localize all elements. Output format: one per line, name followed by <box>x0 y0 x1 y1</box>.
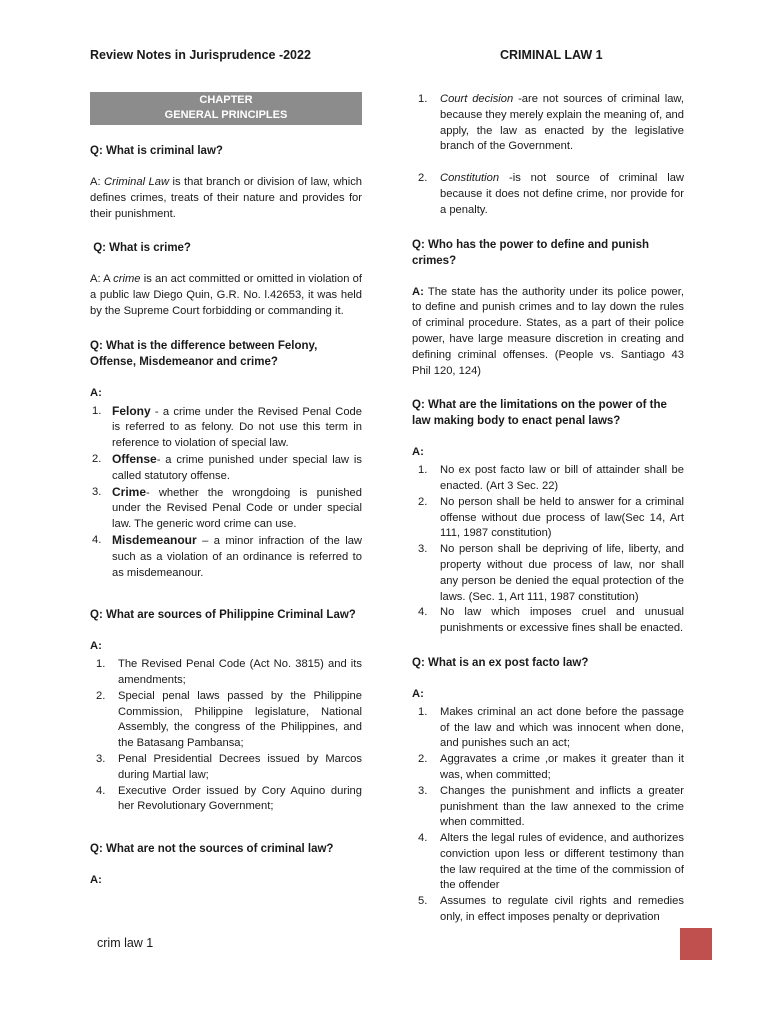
question-felony-difference: Q: What is the difference between Felony, Offense, Misdemeanor and crime? <box>90 339 318 368</box>
chapter-label: CHAPTER <box>199 94 253 106</box>
list-item: 1. The Revised Penal Code (Act No. 3815) and its amendments; <box>96 658 362 686</box>
answer-crime: A: A crime is an act committed or omitted in violation of a public law Diego Quin, G.R. No. l.42653, it was held by the Supreme Court forbidding or commanding it. <box>90 273 362 317</box>
list-item: 2. Special penal laws passed by the Philippine Commission, Philippine legislature, National Assembly, the congress of the Philippines, and the Batasang Pambansa; <box>96 689 362 750</box>
ex-post-facto-list <box>412 705 684 926</box>
felony-list <box>90 404 362 582</box>
list-item: 1. Felony - a crime under the Revised Penal Code is referred to as felony. Do not use this term in reference to violation of special law. <box>92 403 362 450</box>
list-item: 2. No person shall be held to answer for a criminal offense without due process of law(Sec 14, Art 111, 1987 constitution) <box>418 495 684 540</box>
answer-label: A: <box>412 446 424 459</box>
question-ex-post-facto: Q: What is an ex post facto law? <box>412 656 589 669</box>
question-criminal-law: Q: What is criminal law? <box>90 145 223 157</box>
footer-label: crim law 1 <box>97 936 154 950</box>
answer-label: A: <box>90 386 102 399</box>
list-item: 4. Alters the legal rules of evidence, and authorizes conviction upon less or different testimony than the law required at the time of the commission of the offender <box>418 832 684 892</box>
answer-label: A: <box>90 874 102 887</box>
list-item: 1. No ex post facto law or bill of attainder shall be enacted. (Art 3 Sec. 22) <box>418 464 684 492</box>
header-subject: CRIMINAL LAW 1 <box>500 48 603 62</box>
list-item: 5. Assumes to regulate civil rights and remedies only, in effect imposes penalty or deprivation <box>418 895 684 924</box>
question-not-sources: Q: What are not the sources of criminal law? <box>90 843 334 856</box>
list-item: 3. Changes the punishment and inflicts a greater punishment than the law annexed to the crime when committed. <box>418 784 684 829</box>
not-sources-list <box>412 92 684 219</box>
list-item: 4. Executive Order issued by Cory Aquino during her Revolutionary Government; <box>96 784 362 813</box>
answer-criminal-law: A: Criminal Law is that branch or division of law, which defines crimes, treats of their nature and provides for their punishment. <box>90 176 363 220</box>
list-item: 3. Penal Presidential Decrees issued by Marcos during Martial law; <box>96 752 362 781</box>
header-title: Review Notes in Jurisprudence -2022 <box>90 48 311 62</box>
answer-label: A: <box>412 687 424 700</box>
chapter-heading <box>90 92 362 125</box>
list-item: 2. Constitution -is not source of criminal law because it does not define crime, nor provide for a penalty. <box>418 172 684 216</box>
list-item: 3. No person shall be depriving of life, liberty, and property without due process of law, nor shall any person be denied the equal protection of the laws. (Sec. 1, Art 111, 1987 constitution) <box>418 543 684 603</box>
question-limitations: Q: What are the limitations on the power of the law making body to enact penal laws? <box>412 399 667 428</box>
right-column <box>412 92 684 944</box>
list-item: 2. Offense- a crime punished under special law is called statutory offense. <box>92 451 362 482</box>
sources-list <box>90 657 362 815</box>
question-power: Q: Who has the power to define and punish crimes? <box>412 238 650 267</box>
list-item: 3. Crime- whether the wrongdoing is punished under the Revised Penal Code or under special law. The generic word crime can use. <box>92 484 362 531</box>
question-crime: Q: What is crime? <box>90 242 191 255</box>
chapter-title: GENERAL PRINCIPLES <box>164 109 288 121</box>
list-item: 2. Aggravates a crime ,or makes it greater than it was, when committed; <box>418 753 684 781</box>
left-column <box>90 92 362 891</box>
list-item: 4. No law which imposes cruel and unusual punishments or excessive fines shall be enacted. <box>418 606 684 635</box>
page-number-box <box>680 928 712 960</box>
answer-label: A: <box>90 640 102 653</box>
answer-power: A: The state has the authority under its police power, to define and punish crimes and to lay down the rules of criminal procedure. States, as a part of their police power, have large measure discretion in creating and defining criminal offenses. (People vs. Santiago 43 Phil 120, 124) <box>412 285 684 377</box>
question-sources: Q: What are sources of Philippine Criminal Law? <box>90 609 356 622</box>
list-item: 4. Misdemeanour – a minor infraction of the law such as a violation of an ordinance is referred to as misdemeanour. <box>92 532 362 579</box>
list-item: 1. Court decision -are not sources of criminal law, because they merely explain the meaning of, and apply, the law as enacted by the legislative branch of the Government. <box>418 93 685 153</box>
list-item: 1. Makes criminal an act done before the passage of the law and which was innocent when done, and punishes such an act; <box>418 705 684 750</box>
limitations-list <box>412 463 684 637</box>
